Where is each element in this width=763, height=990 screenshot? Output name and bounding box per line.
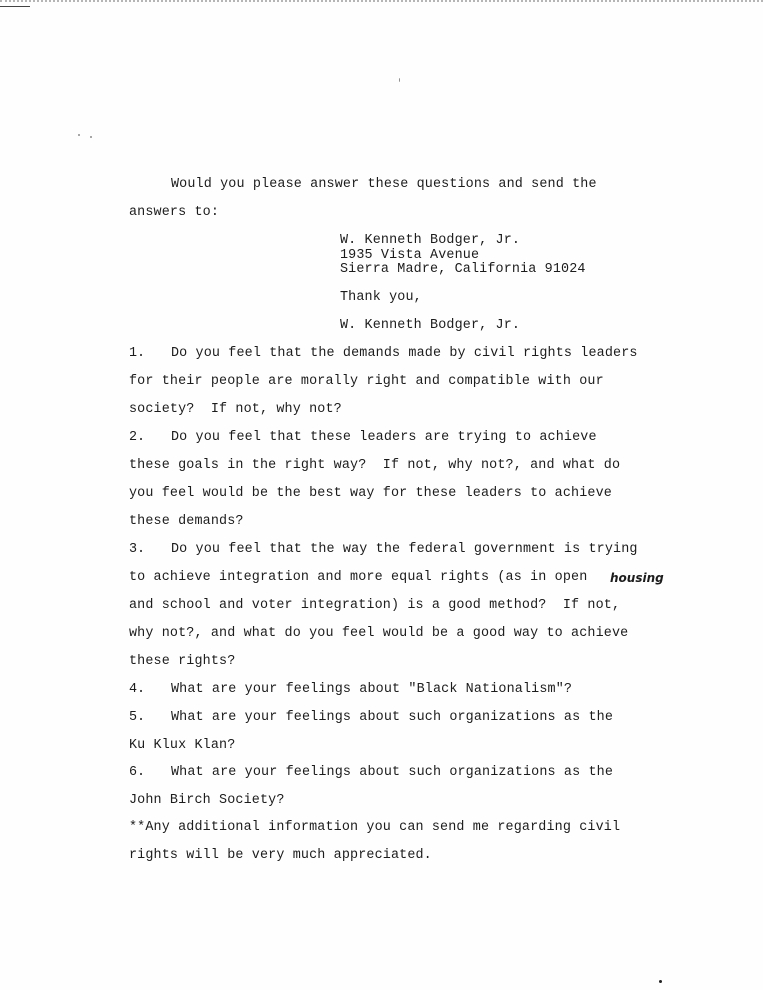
question-line: Do you feel that the way the federal government is trying [171, 542, 638, 557]
address-street: 1935 Vista Avenue [340, 248, 480, 263]
question-number: 1. [129, 346, 146, 361]
scan-speck [90, 136, 92, 138]
question-line: Do you feel that the demands made by civil rights leaders [171, 346, 638, 361]
question-line: these rights? [129, 654, 236, 669]
intro-line: answers to: [129, 205, 220, 220]
address-name: W. Kenneth Bodger, Jr. [340, 233, 521, 248]
intro-line: Would you please answer these questions and send the [171, 177, 597, 192]
scan-speck [78, 134, 80, 136]
question-line: these demands? [129, 514, 244, 529]
question-number: 4. [129, 682, 146, 697]
question-line: why not?, and what do you feel would be a good way to achieve [129, 626, 629, 641]
scan-speck [659, 980, 662, 983]
question-line: What are your feelings about "Black Nationalism"? [171, 682, 573, 697]
question-number: 6. [129, 765, 146, 780]
question-line: for their people are morally right and compatible with our [129, 374, 604, 389]
question-line: and school and voter integration) is a good method? If not, [129, 598, 621, 613]
question-line: society? If not, why not? [129, 402, 342, 417]
page-top-edge [0, 0, 763, 6]
corner-mark [0, 6, 30, 7]
question-line: these goals in the right way? If not, why not?, and what do [129, 458, 621, 473]
footnote-line: **Any additional information you can send me regarding civil [129, 820, 621, 835]
closing: Thank you, [340, 290, 422, 305]
footnote-line: rights will be very much appreciated. [129, 848, 432, 863]
question-number: 2. [129, 430, 146, 445]
question-line: John Birch Society? [129, 793, 285, 808]
question-line: you feel would be the best way for these leaders to achieve [129, 486, 612, 501]
address-city: Sierra Madre, California 91024 [340, 262, 586, 277]
question-number: 3. [129, 542, 146, 557]
question-line: Do you feel that these leaders are trying to achieve [171, 430, 597, 445]
question-number: 5. [129, 710, 146, 725]
question-line: What are your feelings about such organizations as the [171, 710, 614, 725]
question-line: to achieve integration and more equal rights (as in open [129, 570, 596, 585]
question-line: What are your feelings about such organizations as the [171, 765, 614, 780]
handwritten-insert: housing [610, 571, 664, 585]
scan-speck [399, 78, 400, 82]
question-line: Ku Klux Klan? [129, 738, 236, 753]
signature: W. Kenneth Bodger, Jr. [340, 318, 521, 333]
